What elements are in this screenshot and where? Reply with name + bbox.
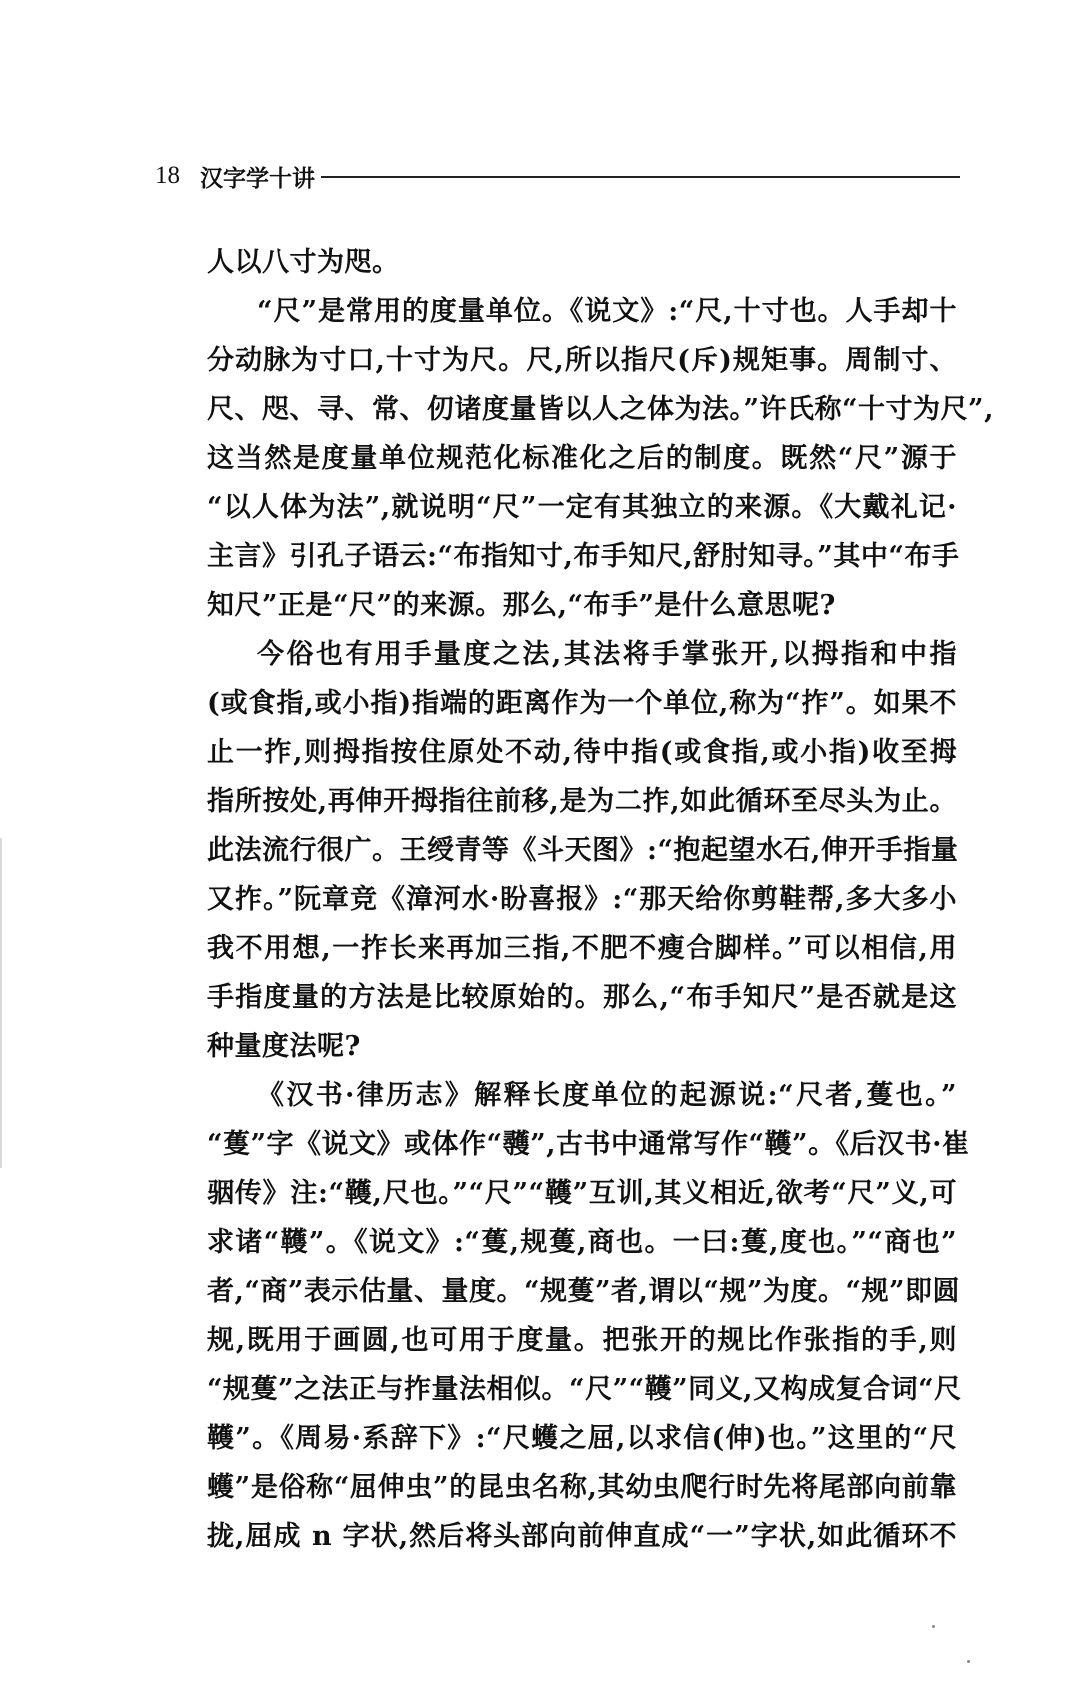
- text-line: 主言》引孔子语云:“布指知寸,布手知尺,舒肘知寻。”其中“布手: [207, 541, 960, 572]
- text-line: “以人体为法”,就说明“尺”一定有其独立的来源。《大戴礼记·: [207, 492, 957, 523]
- text-line: 尺、咫、寻、常、仞诸度量皆以人之体为法。”许氏称“十寸为尺”,: [207, 394, 994, 425]
- text-line: 分动脉为寸口,十寸为尺。尺,所以指尺(斥)规矩事。周制寸、: [207, 345, 957, 376]
- text-line: 又拃。”阮章竞《漳河水·盼喜报》:“那天给你剪鞋帮,多大多小: [207, 884, 957, 915]
- text-line: 求诸“韄”。《说文》:“蒦,规蒦,商也。一曰:蒦,度也。”“商也”: [207, 1227, 957, 1258]
- text-line: “规蒦”之法正与拃量法相似。“尺”“韄”同义,又构成复合词“尺: [207, 1374, 962, 1405]
- text-line: 止一拃,则拇指按住原处不动,待中指(或食指,或小指)收至拇: [207, 737, 957, 768]
- scan-speck: [967, 1660, 970, 1663]
- text-line: 者,“商”表示估量、量度。“规蒦”者,谓以“规”为度。“规”即圆: [207, 1276, 961, 1307]
- text-line: “尺”是常用的度量单位。《说文》:“尺,十寸也。人手却十: [257, 296, 957, 327]
- text-line: 骃传》注:“韄,尺也。”“尺”“韄”互训,其义相近,欲考“尺”义,可: [207, 1178, 957, 1209]
- text-line: 人以八寸为咫。: [207, 247, 400, 278]
- text-line: 知尺”正是“尺”的来源。那么,“布手”是什么意思呢?: [207, 590, 836, 621]
- book-title: 汉字学十讲: [200, 164, 315, 192]
- text-line: “蒦”字《说文》或体作“彠”,古书中通常写作“韄”。《后汉书·崔: [207, 1129, 970, 1160]
- text-line: 《汉书·律历志》解释长度单位的起源说:“尺者,蒦也。”: [257, 1080, 957, 1111]
- text-line: 蠖”是俗称“屈伸虫”的昆虫名称,其幼虫爬行时先将尾部向前靠: [207, 1472, 957, 1503]
- header-rule: [321, 176, 960, 178]
- text-line: (或食指,或小指)指端的距离作为一个单位,称为“拃”。如果不: [207, 688, 957, 719]
- text-line: 手指度量的方法是比较原始的。那么,“布手知尺”是否就是这: [207, 982, 957, 1013]
- text-line: 规,既用于画圆,也可用于度量。把张开的规比作张指的手,则: [207, 1325, 957, 1356]
- text-line: 我不用想,一拃长来再加三指,不肥不瘦合脚样。”可以相信,用: [207, 933, 957, 964]
- text-line: 今俗也有用手量度之法,其法将手掌张开,以拇指和中指: [257, 639, 957, 670]
- text-line: 这当然是度量单位规范化标准化之后的制度。既然“尺”源于: [207, 443, 957, 474]
- running-header: [155, 158, 960, 194]
- text-line: 指所按处,再伸开拇指往前移,是为二拃,如此循环至尽头为止。: [207, 786, 957, 817]
- scan-speck: [932, 1625, 935, 1628]
- text-line: 拢,屈成 n 字状,然后将头部向前伸直成“一”字状,如此循环不: [207, 1521, 957, 1552]
- body-text: [207, 238, 994, 1561]
- text-line: 种量度法呢?: [207, 1031, 361, 1062]
- text-line: 韄”。《周易·系辞下》:“尺蠖之屈,以求信(伸)也。”这里的“尺: [207, 1423, 957, 1454]
- text-line: 此法流行很广。王绶青等《斗天图》:“抱起望水石,伸开手指量: [207, 835, 959, 866]
- scan-edge-mark: [0, 838, 2, 1168]
- page-number: 18: [155, 162, 180, 189]
